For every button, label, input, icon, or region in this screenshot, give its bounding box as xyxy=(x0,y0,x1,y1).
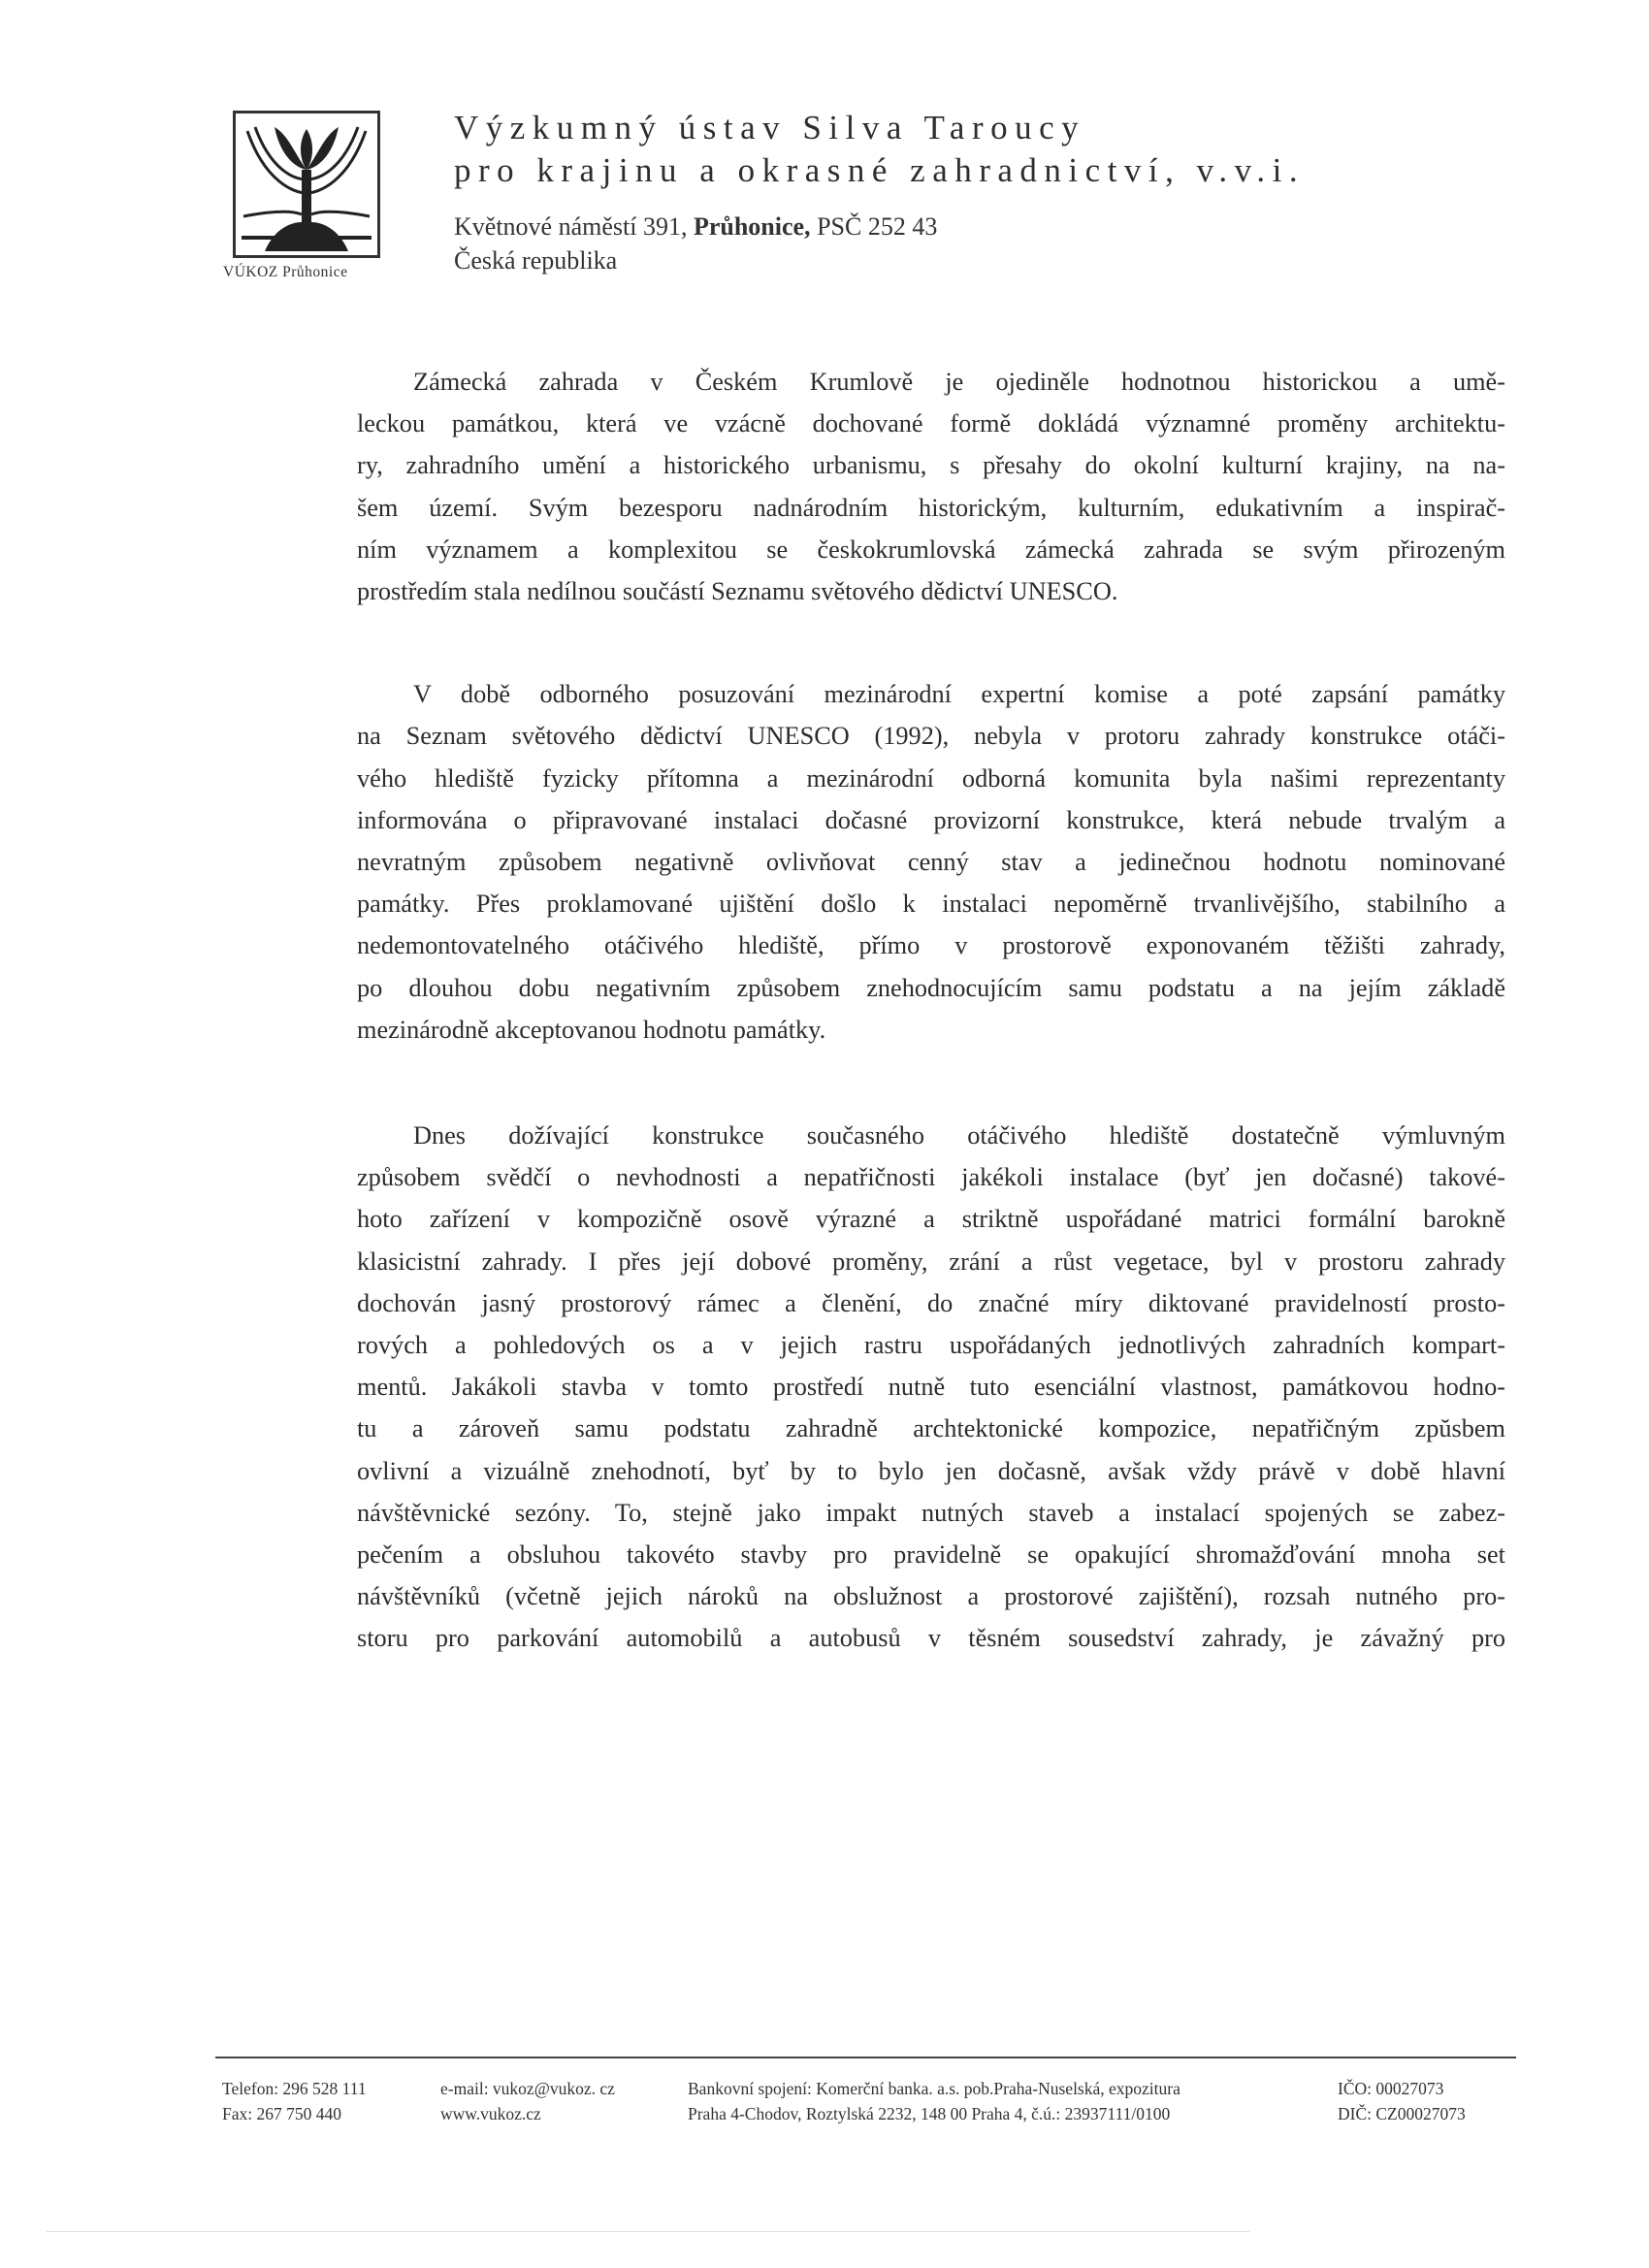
address-line xyxy=(454,210,1521,243)
footer-bank-line1: Bankovní spojení: Komerční banka. a.s. pob.Praha-Nuselská, expozitura xyxy=(688,2079,1180,2098)
footer-ico: IČO: 00027073 xyxy=(1338,2079,1444,2098)
text-line: dochován jasný prostorový rámec a členění, do značné míry diktované pravidelností prosto- xyxy=(357,1288,1505,1317)
institution-address xyxy=(454,210,1521,277)
institution-header xyxy=(454,107,1521,277)
footer-divider xyxy=(215,2057,1516,2058)
paragraph-1 xyxy=(357,361,1505,612)
address-country: Česká republika xyxy=(454,246,618,275)
text-line: Dnes dožívající konstrukce současného otáčivého hlediště dostatečně výmluvným xyxy=(413,1121,1505,1150)
text-line: prostředím stala nedílnou součástí Seznamu světového dědictví UNESCO. xyxy=(357,577,1118,606)
text-line: mezinárodně akceptovanou hodnotu památky. xyxy=(357,1015,826,1044)
footer-dic: DIČ: CZ00027073 xyxy=(1338,2104,1466,2123)
letterhead-logo xyxy=(223,111,393,281)
text-line: hoto zařízení v kompozičně osově výrazné a striktně uspořádané matrici formální barokně xyxy=(357,1205,1505,1234)
text-line: V době odborného posuzování mezinárodní expertní komise a poté zapsání památky xyxy=(413,680,1505,709)
institution-name-line1: Výzkumný ústav Silva Taroucy xyxy=(454,109,1086,146)
text-line: nedemontovatelného otáčivého hlediště, přímo v prostorově exponovaném těžišti zahrady, xyxy=(357,931,1505,960)
text-line: nevratným způsobem negativně ovlivňovat cenný stav a jedinečnou hodnotu nominované xyxy=(357,848,1505,877)
text-line: pečením a obsluhou takovéto stavby pro pravidelně se opakující shromažďování mnoha set xyxy=(357,1540,1505,1570)
text-line: způsobem svědčí o nevhodnosti a nepatřičnosti jakékoli instalace (byť jen dočasné) takové- xyxy=(357,1163,1505,1192)
text-line: rových a pohledových os a v jejich rastru uspořádaných jednotlivých zahradních kompart- xyxy=(357,1331,1505,1360)
address-postcode: PSČ 252 43 xyxy=(810,212,938,241)
text-line: ovlivní a vizuálně znehodnotí, byť by to bylo jen dočasně, avšak vždy právě v době hlavní xyxy=(357,1456,1505,1485)
text-line: klasicistní zahrady. I přes její dobové proměny, zrání a růst vegetace, byl v prostoru zahrady xyxy=(357,1247,1505,1276)
text-line: památky. Přes proklamované ujištění došlo k instalaci nepoměrně trvanlivějšího, stabilního a xyxy=(357,890,1505,919)
address-street: Květnové náměstí 391, xyxy=(454,212,694,241)
footer-phone-column xyxy=(222,2076,367,2126)
paragraph-2 xyxy=(357,673,1505,1051)
footer-contact-column xyxy=(440,2076,615,2126)
footer-email: e-mail: vukoz@vukoz. cz xyxy=(440,2079,615,2098)
text-line: ním významem a komplexitou se českokrumlovská zámecká zahrada se svým přirozeným xyxy=(357,535,1505,564)
address-city: Průhonice, xyxy=(693,212,811,241)
scan-edge-line xyxy=(47,2231,1249,2232)
footer-id-column xyxy=(1338,2076,1466,2126)
text-line: šem území. Svým bezesporu nadnárodním historickým, kulturním, edukativním a inspirač- xyxy=(357,493,1505,522)
text-line: ry, zahradního umění a historického urbanismu, s přesahy do okolní kulturní krajiny, na na- xyxy=(357,451,1505,480)
footer-bank-column xyxy=(688,2076,1180,2126)
text-line: leckou památkou, která ve vzácně dochované formě dokládá významné proměny architektu- xyxy=(357,409,1505,438)
footer-fax: Fax: 267 750 440 xyxy=(222,2104,341,2123)
text-line: po dlouhou dobu negativním způsobem znehodnocujícím samu podstatu a na jejím základě xyxy=(357,973,1505,1002)
footer-phone: Telefon: 296 528 111 xyxy=(222,2079,367,2098)
text-line: vého hlediště fyzicky přítomna a mezinárodní odborná komunita byla našimi reprezentanty xyxy=(357,763,1505,793)
institution-name-line2: pro krajinu a okrasné zahradnictví, v.v.i. xyxy=(454,151,1306,189)
text-line: mentů. Jakákoli stavba v tomto prostředí nutně tuto esenciální vlastnost, památkovou hodno- xyxy=(357,1373,1505,1402)
footer-web: www.vukoz.cz xyxy=(440,2104,541,2123)
text-line: tu a zároveň samu podstatu zahradně archtektonické kompozice, nepatřičným zpŭsbem xyxy=(357,1414,1505,1443)
text-line: návštěvníků (včetně jejich nároků na obslužnost a prostorové zajištění), rozsah nutného pro- xyxy=(357,1582,1505,1611)
text-line: na Seznam světového dědictví UNESCO (1992), nebyla v protoru zahrady konstrukce otáči- xyxy=(357,722,1505,751)
paragraph-gap xyxy=(357,1051,1505,1115)
logo-caption: VÚKOZ Průhonice xyxy=(223,264,348,280)
text-line: Zámecká zahrada v Českém Krumlově je ojediněle hodnotnou historickou a umě- xyxy=(413,368,1505,396)
footer-bank-line2: Praha 4-Chodov, Roztylská 2232, 148 00 Praha 4, č.ú.: 23937111/0100 xyxy=(688,2104,1171,2123)
text-line: informována o připravované instalaci dočasné provizorní konstrukce, která nebude trvalým a xyxy=(357,805,1505,834)
vukoz-logo-icon xyxy=(233,111,380,258)
text-line: návštěvnické sezóny. To, stejně jako impakt nutných staveb a instalací spojených se zabez- xyxy=(357,1498,1505,1527)
paragraph-3 xyxy=(357,1115,1505,1660)
paragraph-gap xyxy=(357,612,1505,673)
letter-body xyxy=(357,361,1505,1660)
text-line: storu pro parkování automobilů a autobusů v těsném sousedství zahrady, je závažný pro xyxy=(357,1624,1505,1653)
